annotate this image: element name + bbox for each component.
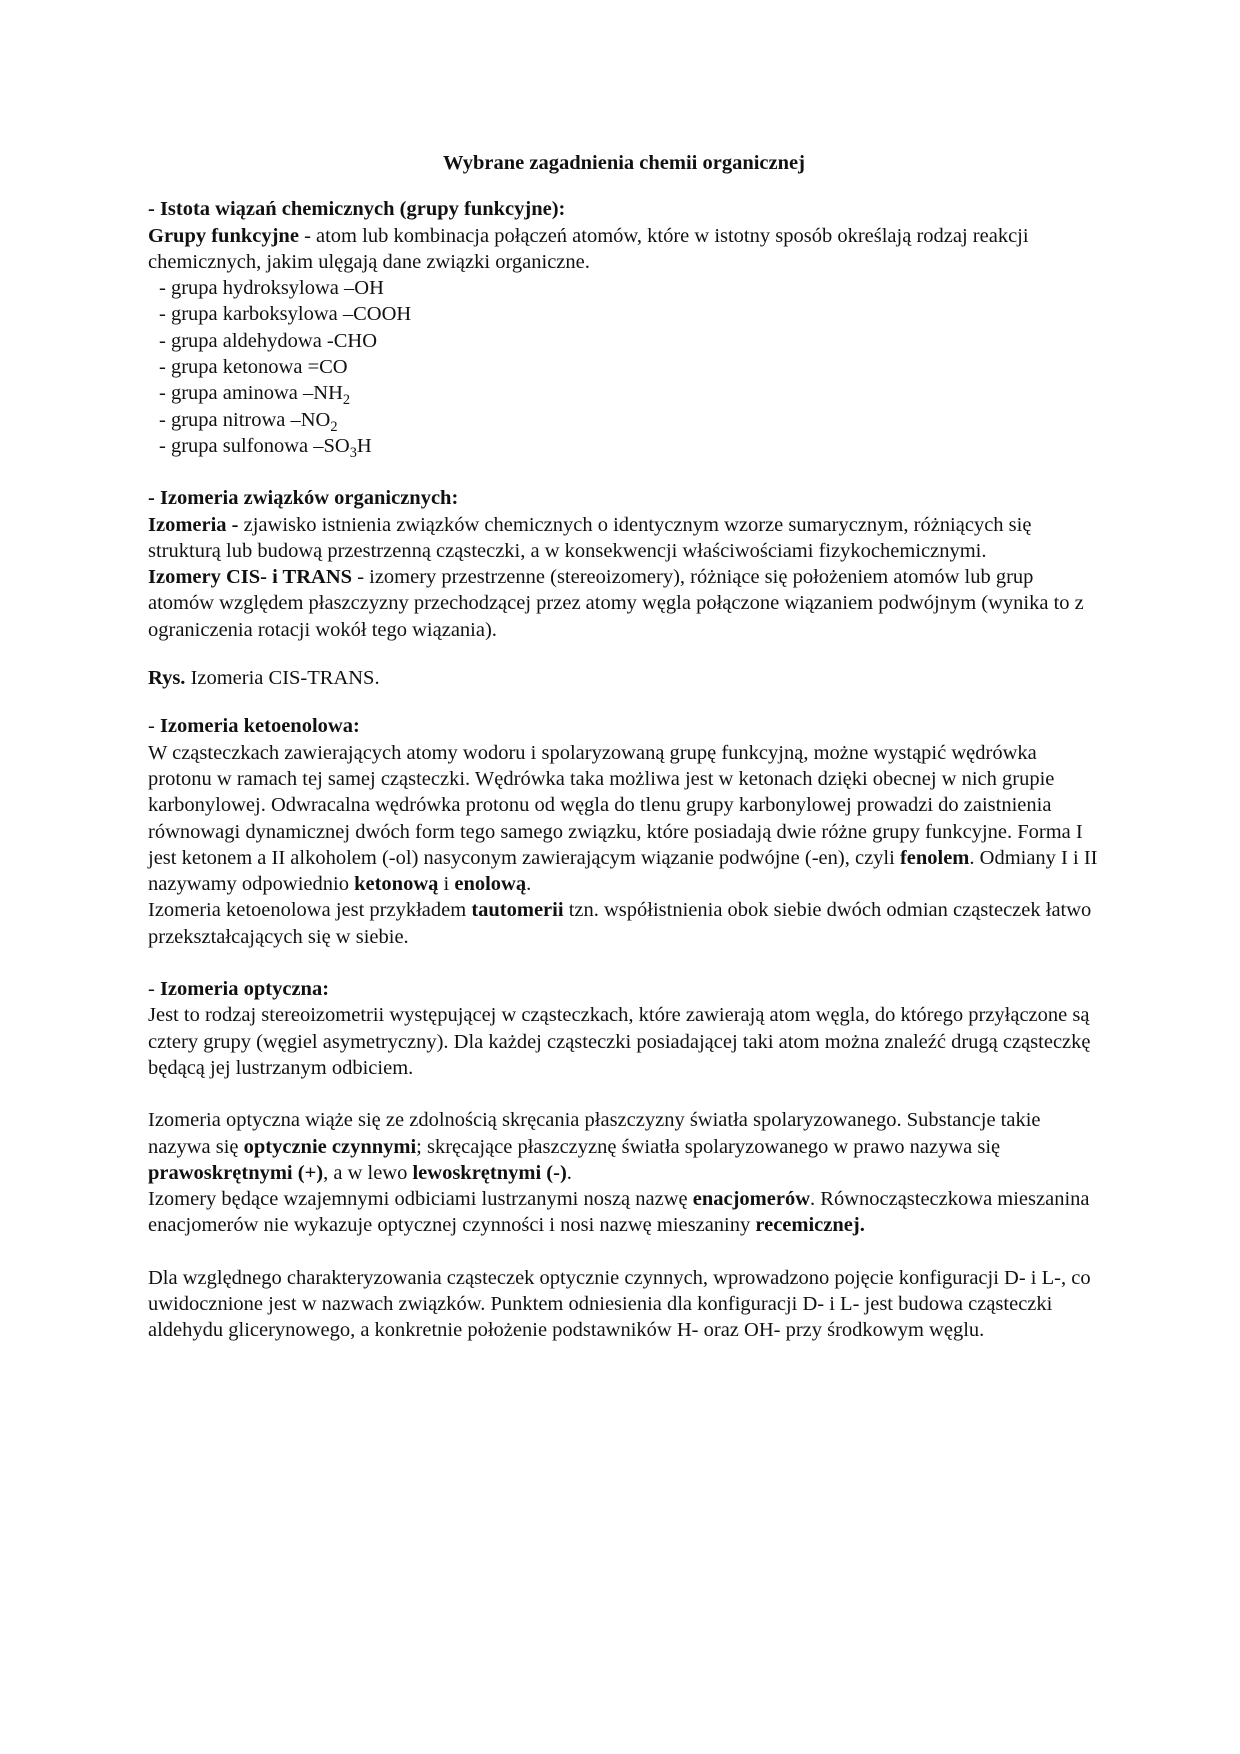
- functional-group-list: [148, 275, 1100, 462]
- isomerism-definition: [148, 512, 1100, 565]
- document-title: Wybrane zagadnienia chemii organicznej: [443, 152, 805, 174]
- definition-term: Grupy funkcyjne: [148, 224, 299, 247]
- definition-paragraph: [148, 223, 1100, 276]
- definition-text: - atom lub kombinacja połączeń atomów, które w istotny sposób określają rodzaj reakcji chemicznych, jakim ulęgają dane związki organiczne.: [148, 224, 1029, 273]
- figure-caption-text: Izomeria CIS-TRANS.: [185, 667, 380, 690]
- definition-term: Izomeria -: [148, 513, 239, 536]
- subscript: 3: [349, 445, 357, 462]
- list-item: - grupa aldehydowa -CHO: [159, 329, 378, 352]
- section-optical-isomerism: [148, 976, 1100, 1344]
- section-heading: - Izomeria ketoenolowa:: [148, 715, 360, 738]
- section-keto-enol: [148, 713, 1100, 950]
- body-paragraph: Izomeria ketoenolowa jest przykładem tautomerii tzn. współistnienia obok siebie dwóch odmian cząsteczek łatwo przekształcających się w siebie.: [148, 899, 1092, 948]
- heading-text: - Izomeria związków organicznych:: [148, 487, 459, 510]
- section-heading: [148, 485, 1100, 511]
- list-item: - grupa hydroksylowa –OH: [159, 277, 384, 300]
- list-item: - grupa aminowa $-NH_2$: [159, 382, 351, 409]
- body-paragraph: Izomeria optyczna wiąże się ze zdolnością skręcania płaszczyzny światła spolaryzowanego. Substancje takie nazywa się optycznie czynnymi; skręcające płaszczyznę światła spolaryzowanego w prawo nazywa się prawoskrętnymi (+), a w lewo lewoskrętnymi (-).: [148, 1109, 1041, 1184]
- list-item: - grupa ketonowa =CO: [159, 356, 348, 379]
- cis-trans-definition: [148, 564, 1100, 643]
- heading-text: Izomeria optyczna:: [159, 978, 330, 1001]
- list-item: - grupa sulfonowa $-SO_3H$: [159, 434, 372, 462]
- section-functional-groups: [148, 196, 1100, 462]
- heading-text: - Istota wiązań chemicznych (grupy funkcyjne):: [148, 198, 566, 221]
- list-item: - grupa karboksylowa –COOH: [159, 303, 412, 326]
- section-isomerism: [148, 485, 1100, 691]
- body-paragraph: Jest to rodzaj stereoizometrii występującej w cząsteczkach, które zawierają atom węgla, do którego przyłączone są cztery grupy (węgiel asymetryczny). Dla każdej cząsteczki posiadającej taki atom można znaleźć drugą cząsteczkę będącą jej lustrzanym odbiciem.: [148, 1004, 1091, 1079]
- section-heading: [148, 196, 1100, 222]
- body-paragraph: Dla względnego charakteryzowania cząsteczek optycznie czynnych, wprowadzono pojęcie konfiguracji D- i L-, co uwidocznione jest w nazwach związków. Punktem odniesienia dla konfiguracji D- i L- jest budowa cząsteczki aldehydu glicerynowego, a konkretnie położenie podstawników H- oraz OH- przy środkowym węglu.: [148, 1266, 1091, 1342]
- body-paragraph: Izomery będące wzajemnymi odbiciami lustrzanymi noszą nazwę enacjomerów. Równocząsteczkowa mieszanina enacjomerów nie wykazuje optycznej czynności i nosi nazwę mieszaniny recemicznej.: [148, 1188, 1090, 1237]
- list-item: - grupa nitrowa $-NO_2$: [159, 408, 338, 435]
- definition-text: zjawisko istnienia związków chemicznych o identycznym wzorze sumarycznym, różniących się strukturą lub budową przestrzenną cząsteczki, a w konsekwencji właściwościami fizykochemicznymi.: [148, 513, 1032, 562]
- body-paragraph: W cząsteczkach zawierających atomy wodoru i spolaryzowaną grupę funkcyjną, możne wystąpić wędrówka protonu w ramach tej samej cząsteczki. Wędrówka taka możliwa jest w ketonach dzięki obecnej w nich grupie karbonylowej. Odwracalna wędrówka protonu od węgla do tlenu grupy karbonylowej prowadzi do zaistnienia równowagi dynamicznej dwóch form tego samego związku, które posiadają dwie różne grupy funkcyjne. Forma I jest ketonem a II alkoholem (-ol) nasyconym zawierającym wiązanie podwójne (-en), czyli fenolem. Odmiany I i II nazywamy odpowiednio ketonową i enolową.: [148, 741, 1098, 896]
- subscript: 2: [330, 418, 338, 435]
- section-heading: - Izomeria optyczna:: [148, 978, 330, 1001]
- subscript: 2: [342, 392, 351, 409]
- definition-term: Izomery CIS- i TRANS: [148, 566, 353, 589]
- figure-caption: [148, 665, 1100, 691]
- figure-label: Rys.: [148, 667, 186, 690]
- heading-text: Izomeria ketoenolowa:: [159, 715, 360, 738]
- definition-text: - izomery przestrzenne (stereoizomery), różniące się położeniem atomów lub grup atomów względem płaszczyzny przechodzącej przez atomy węgla połączone wiązaniem podwójnym (wynika to z ograniczenia rotacji wokół tego wiązania).: [148, 566, 1084, 641]
